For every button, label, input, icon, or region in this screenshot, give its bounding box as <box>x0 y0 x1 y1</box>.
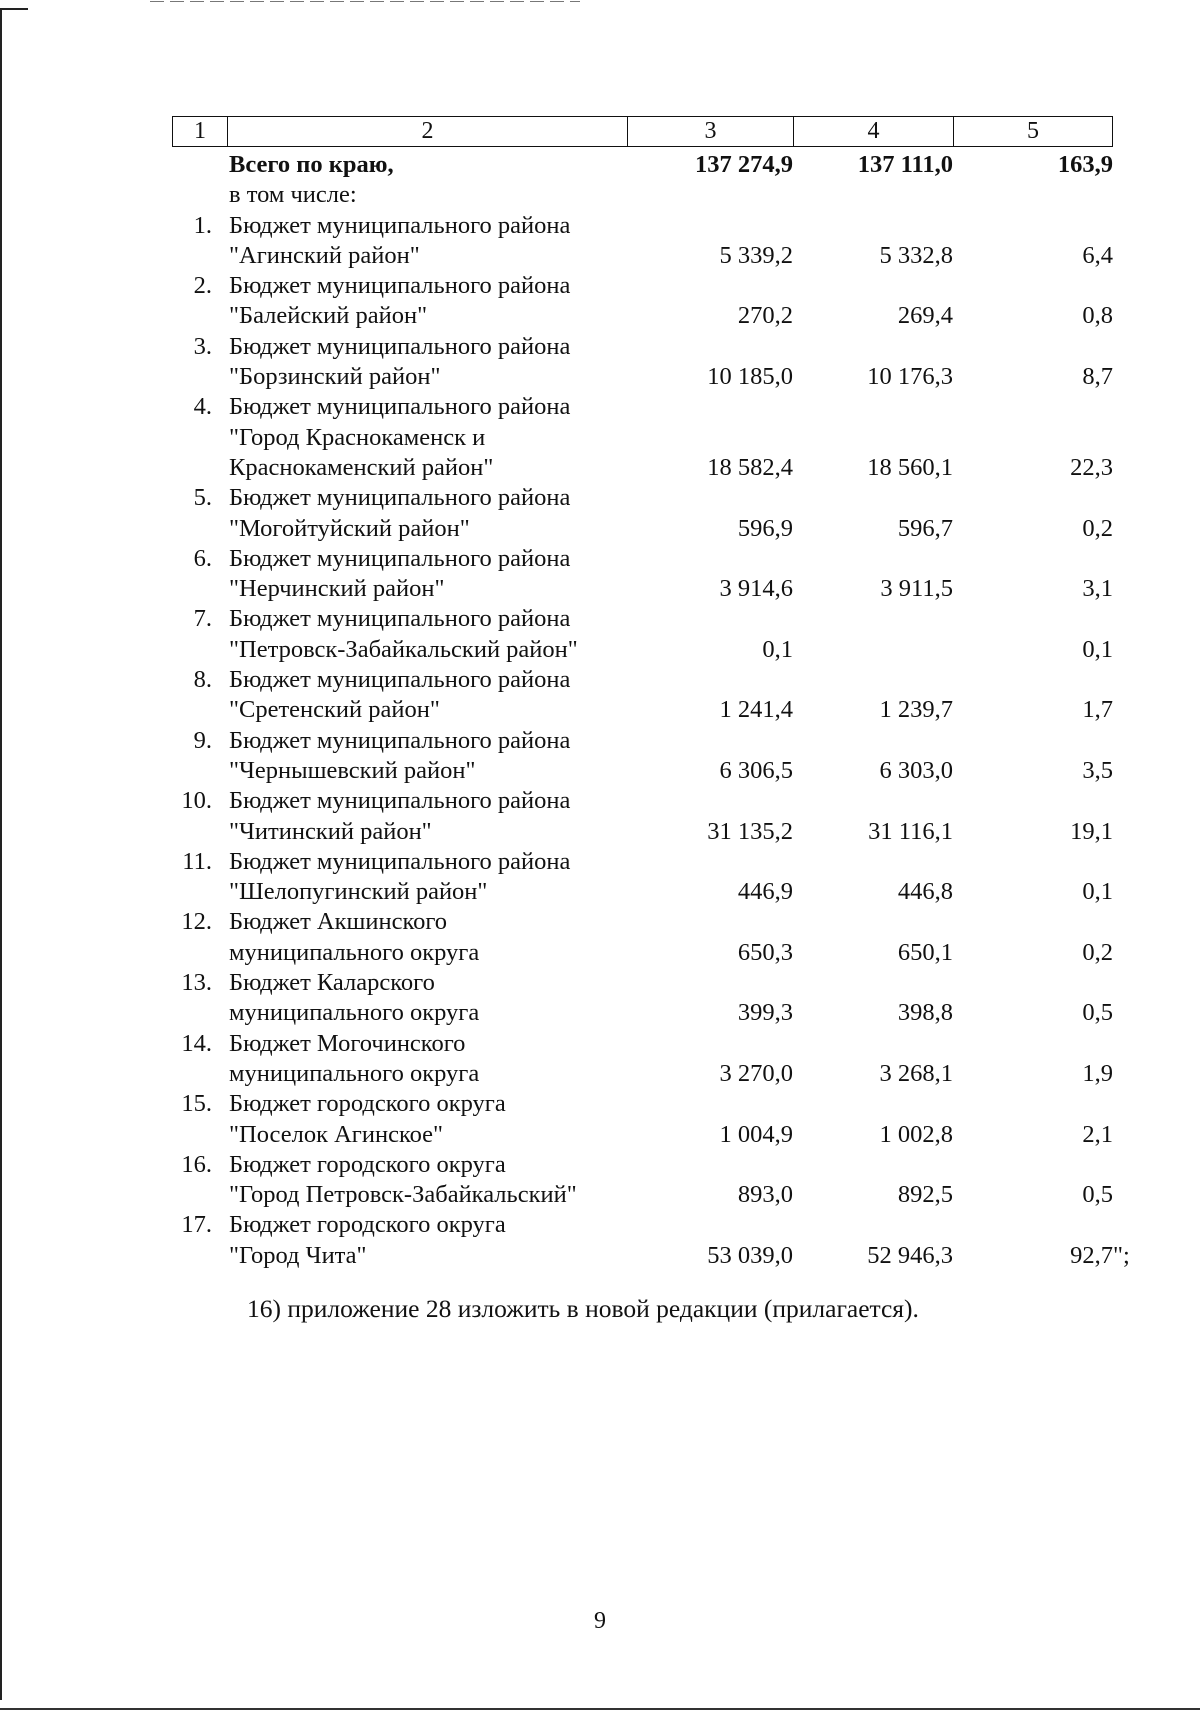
row-col5 <box>953 453 1113 483</box>
row-col3: 0,1 <box>762 635 793 663</box>
row-name-line: Бюджет Могочинского <box>229 1029 466 1057</box>
row-col3: 6 306,5 <box>719 756 793 784</box>
header-col-1: 1 <box>173 117 228 146</box>
row-col5-value: 0,2 <box>1082 514 1113 542</box>
row-number: 3. <box>193 332 212 360</box>
row-col5 <box>953 1241 1130 1271</box>
row-col4: 892,5 <box>897 1181 953 1209</box>
table-row <box>0 968 1200 1029</box>
row-name-line: "Могойтуйский район" <box>229 514 470 542</box>
row-name-line: Бюджет муниципального района <box>229 666 571 694</box>
row-col5-value: 19,1 <box>1070 817 1113 845</box>
row-name <box>229 847 649 908</box>
row-col3: 10 185,0 <box>707 363 793 391</box>
row-name <box>229 786 649 847</box>
row-number: 12. <box>181 908 212 936</box>
row-name-line: Бюджет муниципального района <box>229 272 571 300</box>
row-name <box>229 1150 649 1211</box>
row-name <box>229 1029 649 1090</box>
row-col4: 269,4 <box>897 302 953 330</box>
table-row <box>0 271 1200 332</box>
row-col5-value: 2,1 <box>1082 1120 1113 1148</box>
row-name-line: муниципального округа <box>229 1059 480 1087</box>
row-col4: 10 176,3 <box>867 363 953 391</box>
table-header <box>172 116 1113 147</box>
table-row <box>0 726 1200 787</box>
row-col4: 5 332,8 <box>879 241 953 269</box>
row-name <box>229 665 649 726</box>
row-name <box>229 907 649 968</box>
scan-top-dash <box>150 1 580 2</box>
row-col3: 1 241,4 <box>719 696 793 724</box>
row-col3: 3 270,0 <box>719 1059 793 1087</box>
row-name-line: "Балейский район" <box>229 302 428 330</box>
row-col4: 1 239,7 <box>879 696 953 724</box>
row-name-line: Бюджет муниципального района <box>229 605 571 633</box>
row-name-line: Бюджет муниципального района <box>229 393 571 421</box>
row-number: 8. <box>193 666 212 694</box>
row-col3: 1 004,9 <box>719 1120 793 1148</box>
row-col4: 3 268,1 <box>879 1059 953 1087</box>
table-row <box>0 786 1200 847</box>
row-number: 2. <box>193 272 212 300</box>
total-col4: 137 111,0 <box>857 151 953 178</box>
total-label: Всего по краю, <box>229 151 394 178</box>
row-name-line: Бюджет Каларского <box>229 969 435 997</box>
row-name-line: "Город Чита" <box>229 1241 367 1269</box>
row-col5 <box>953 1120 1113 1150</box>
table-row <box>0 392 1200 483</box>
row-name-line: Бюджет городского округа <box>229 1150 506 1178</box>
row-name-line: "Нерчинский район" <box>229 575 445 603</box>
row-name-line: "Город Петровск-Забайкальский" <box>229 1181 577 1209</box>
row-name-line: "Поселок Агинское" <box>229 1120 444 1148</box>
row-name-line: Бюджет муниципального района <box>229 484 571 512</box>
row-col4: 18 560,1 <box>867 453 953 481</box>
row-number: 6. <box>193 544 212 572</box>
table-row <box>0 1089 1200 1150</box>
header-col-2: 2 <box>228 117 628 146</box>
table-row <box>0 1210 1200 1271</box>
row-col5 <box>953 301 1113 331</box>
header-col-5: 5 <box>1027 118 1039 144</box>
row-col4: 446,8 <box>897 878 953 906</box>
row-name <box>229 211 649 272</box>
table-row <box>0 211 1200 272</box>
row-col5-value: 0,2 <box>1082 938 1113 966</box>
row-col3: 18 582,4 <box>707 453 793 481</box>
row-col3: 31 135,2 <box>707 817 793 845</box>
row-col5 <box>953 635 1113 665</box>
row-col3: 399,3 <box>737 999 793 1027</box>
table-row <box>0 483 1200 544</box>
table-row <box>0 1029 1200 1090</box>
table-row <box>0 544 1200 605</box>
header-col-3: 3 <box>628 117 794 146</box>
row-col5-value: 22,3 <box>1070 453 1113 481</box>
row-col5 <box>953 1059 1113 1089</box>
row-col5-value: 0,5 <box>1082 999 1113 1027</box>
subtitle-row <box>0 180 1200 210</box>
row-name <box>229 271 649 332</box>
row-col3: 893,0 <box>737 1181 793 1209</box>
row-name-line: "Шелопугинский район" <box>229 878 488 906</box>
row-number: 4. <box>193 393 212 421</box>
row-col5 <box>953 998 1113 1028</box>
row-name <box>229 544 649 605</box>
table-row <box>0 604 1200 665</box>
row-col5-value: 0,1 <box>1082 878 1113 906</box>
row-name-line: "Борзинский район" <box>229 363 441 391</box>
row-name-line: Бюджет городского округа <box>229 1090 506 1118</box>
scan-edge-bottom <box>0 1708 1200 1710</box>
row-name-line: "Город Краснокаменск и <box>229 423 486 451</box>
row-number: 1. <box>193 211 212 239</box>
row-col5-value: 0,1 <box>1082 635 1113 663</box>
header-col-4: 4 <box>794 117 954 146</box>
row-name <box>229 604 649 665</box>
row-name-line: "Сретенский район" <box>229 696 440 724</box>
row-col5 <box>953 362 1113 392</box>
budget-table-body <box>0 150 1200 1271</box>
table-row <box>0 907 1200 968</box>
row-name <box>229 968 649 1029</box>
row-col5 <box>953 1180 1113 1210</box>
row-name <box>229 392 649 483</box>
row-name-line: муниципального округа <box>229 938 480 966</box>
row-col5-value: 8,7 <box>1082 363 1113 391</box>
row-number: 17. <box>181 1211 212 1239</box>
row-col5 <box>953 241 1113 271</box>
row-col4: 650,1 <box>897 938 953 966</box>
row-col5-value: 6,4 <box>1082 241 1113 269</box>
page-number: 9 <box>594 1608 606 1634</box>
row-name-line: Бюджет муниципального района <box>229 544 571 572</box>
row-col5-value: 0,8 <box>1082 302 1113 330</box>
row-number: 10. <box>181 787 212 815</box>
row-name-line: "Петровск-Забайкальский район" <box>229 635 578 663</box>
row-number: 7. <box>193 605 212 633</box>
row-name-line: Бюджет Акшинского <box>229 908 448 936</box>
row-col5 <box>953 514 1113 544</box>
row-col4: 52 946,3 <box>867 1241 953 1269</box>
row-col5 <box>953 817 1113 847</box>
row-col3: 3 914,6 <box>719 575 793 603</box>
row-name <box>229 1210 649 1271</box>
row-col4: 3 911,5 <box>880 575 953 603</box>
row-col3: 596,9 <box>737 514 793 542</box>
row-col3: 53 039,0 <box>707 1241 793 1269</box>
row-name-line: Бюджет муниципального района <box>229 332 571 360</box>
footer-text: 16) приложение 28 изложить в новой редакции (прилагается). <box>247 1294 919 1323</box>
row-name <box>229 332 649 393</box>
total-col5 <box>953 150 1113 180</box>
table-row <box>0 1150 1200 1211</box>
row-number: 13. <box>181 969 212 997</box>
total-row <box>0 150 1200 180</box>
total-col3: 137 274,9 <box>695 151 793 178</box>
row-col4: 1 002,8 <box>879 1120 953 1148</box>
row-col5-value: 92,7 <box>1070 1241 1113 1269</box>
row-number: 14. <box>181 1029 212 1057</box>
row-col4: 596,7 <box>897 514 953 542</box>
table-row <box>0 847 1200 908</box>
row-name-line: Бюджет муниципального района <box>229 726 571 754</box>
row-name <box>229 483 649 544</box>
row-name-line: Бюджет муниципального района <box>229 787 571 815</box>
table-row <box>0 332 1200 393</box>
row-col5 <box>953 695 1113 725</box>
row-col5 <box>953 877 1113 907</box>
row-name <box>229 726 649 787</box>
row-number: 16. <box>181 1150 212 1178</box>
row-number: 9. <box>193 726 212 754</box>
row-name-line: Краснокаменский район" <box>229 453 494 481</box>
row-col5-tail: "; <box>1113 1241 1130 1269</box>
row-number: 15. <box>181 1090 212 1118</box>
row-col5 <box>953 574 1113 604</box>
row-name-line: "Чернышевский район" <box>229 756 476 784</box>
row-col4: 6 303,0 <box>879 756 953 784</box>
row-name-line: Бюджет муниципального района <box>229 211 571 239</box>
row-col5-value: 1,9 <box>1082 1059 1113 1087</box>
row-col5 <box>953 756 1113 786</box>
subtitle: в том числе: <box>229 181 357 209</box>
row-col5-value: 3,5 <box>1082 756 1113 784</box>
row-name-line: муниципального округа <box>229 999 480 1027</box>
row-col4: 31 116,1 <box>868 817 953 845</box>
row-col4: 398,8 <box>897 999 953 1027</box>
row-number: 11. <box>182 847 212 875</box>
row-col5 <box>953 938 1113 968</box>
row-col5-value: 0,5 <box>1082 1181 1113 1209</box>
row-number: 5. <box>193 484 212 512</box>
row-col5-value: 1,7 <box>1082 696 1113 724</box>
row-col3: 5 339,2 <box>719 241 793 269</box>
row-col5-value: 3,1 <box>1082 575 1113 603</box>
row-col3: 650,3 <box>737 938 793 966</box>
row-col3: 446,9 <box>737 878 793 906</box>
row-name-line: Бюджет городского округа <box>229 1211 506 1239</box>
row-name-line: "Читинский район" <box>229 817 432 845</box>
row-name-line: "Агинский район" <box>229 241 420 269</box>
total-col5-value: 163,9 <box>1057 151 1113 178</box>
row-name-line: Бюджет муниципального района <box>229 847 571 875</box>
row-col3: 270,2 <box>737 302 793 330</box>
scan-edge-top <box>0 8 28 10</box>
row-name <box>229 1089 649 1150</box>
table-row <box>0 665 1200 726</box>
